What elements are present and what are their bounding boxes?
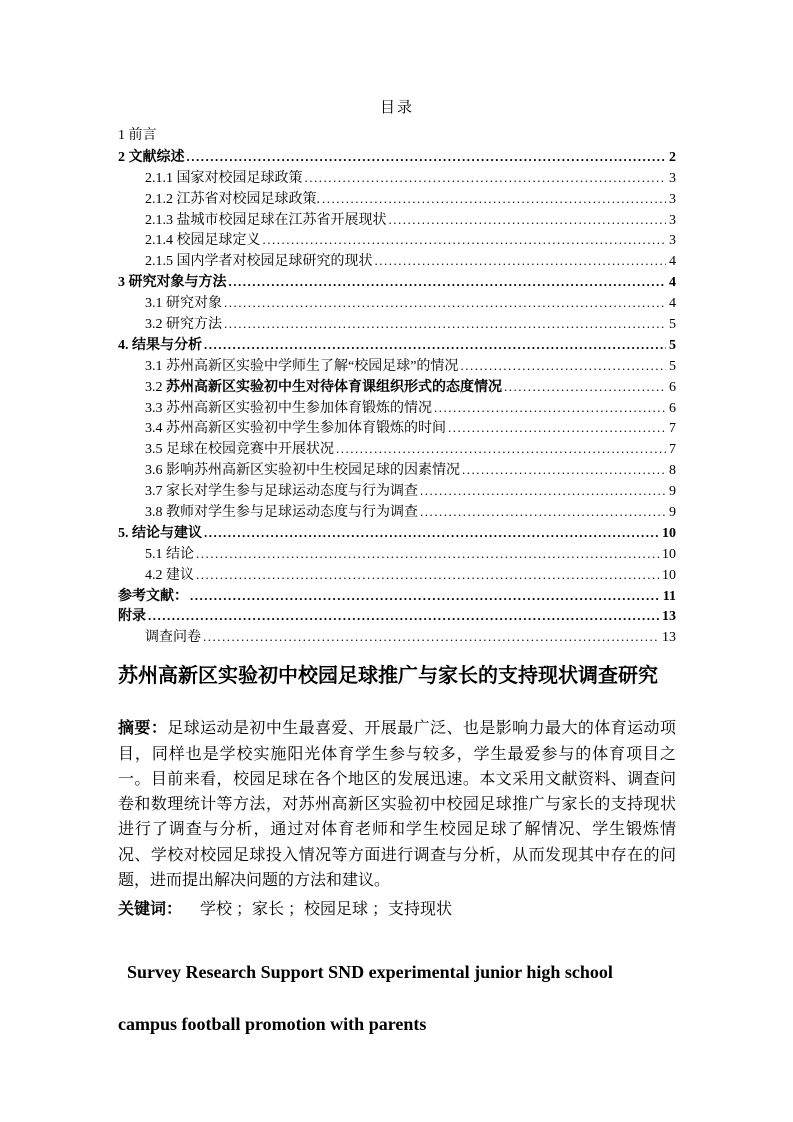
dot-leader xyxy=(420,502,666,523)
thesis-title-en-line2: campus football promotion with parents xyxy=(118,1014,427,1035)
toc-entry-label: 3.5 足球在校园竞赛中开展状况 xyxy=(145,442,334,458)
toc-entry-label: 附录 xyxy=(118,609,146,625)
dot-leader xyxy=(187,147,667,168)
dot-leader xyxy=(196,565,659,586)
toc-entry[interactable] xyxy=(118,356,676,377)
toc-entry-label: 3.4 苏州高新区实验初中学生参加体育锻炼的时间 xyxy=(145,421,446,437)
toc-page-number: 5 xyxy=(669,317,676,333)
toc-entry-label: 2.1.3 盐城市校园足球在江苏省开展现状 xyxy=(145,212,387,228)
toc-page-number: 6 xyxy=(669,400,676,416)
toc-entry-label: 调查问卷 xyxy=(145,630,201,646)
toc-entry-literature-review[interactable] xyxy=(118,147,676,168)
toc-entry-label: 3.7 家长对学生参与足球运动态度与行为调查 xyxy=(145,484,418,500)
dot-leader xyxy=(448,418,666,439)
toc-page-number: 3 xyxy=(669,191,676,207)
thesis-title-en xyxy=(118,946,676,1050)
toc-entry-label: 2.1.1 国家对校园足球政策 xyxy=(145,170,303,186)
toc-entry-label: 参考文献： xyxy=(118,588,188,604)
toc-page-number: 6 xyxy=(669,379,676,395)
keywords-label: 关键词： xyxy=(118,901,183,919)
toc-entry-label: 3.8 教师对学生参与足球运动态度与行为调查 xyxy=(145,505,418,521)
dot-leader xyxy=(229,272,667,293)
keywords-line xyxy=(118,897,676,922)
toc-entry[interactable] xyxy=(118,189,676,210)
toc-page-number: 3 xyxy=(669,170,676,186)
dot-leader xyxy=(224,293,666,314)
toc-entry[interactable] xyxy=(118,293,676,314)
dot-leader xyxy=(460,356,666,377)
toc-entry[interactable] xyxy=(118,544,676,565)
dot-leader xyxy=(204,523,659,544)
toc-page-number: 9 xyxy=(669,484,676,500)
toc-entry[interactable] xyxy=(118,418,676,439)
toc-page-number: 4 xyxy=(669,296,676,312)
toc-page-number: 4 xyxy=(669,275,676,291)
toc-page-number: 3 xyxy=(669,212,676,228)
thesis-title-cn: 苏州高新区实验初中校园足球推广与家长的支持现状调查研究 xyxy=(118,665,658,688)
toc-entry[interactable] xyxy=(118,398,676,419)
toc-entry-foreword[interactable] xyxy=(118,126,676,147)
toc-entry[interactable] xyxy=(118,210,676,231)
abstract-label: 摘要： xyxy=(118,720,168,738)
toc-entry-number: 3.2 xyxy=(145,379,166,395)
toc-entry[interactable] xyxy=(118,377,676,398)
dot-leader xyxy=(224,314,666,335)
dot-leader xyxy=(389,210,667,231)
toc-page-number: 7 xyxy=(669,442,676,458)
keywords-text: 学校 ；家长 ；校园足球 ；支持现状 xyxy=(200,901,453,919)
toc-entry-label: 4. 结果与分析 xyxy=(118,337,202,353)
dot-leader xyxy=(305,168,667,189)
toc-entry-label: 1 前言 xyxy=(118,128,157,143)
toc-entry-label xyxy=(145,378,502,398)
toc-entry-label: 2 文献综述 xyxy=(118,149,185,165)
toc-entry-label: 5. 结论与建议 xyxy=(118,525,202,541)
toc-entry[interactable] xyxy=(118,565,676,586)
toc-page-number: 5 xyxy=(669,337,676,353)
toc-page-number: 8 xyxy=(669,463,676,479)
toc-entry-results[interactable] xyxy=(118,335,676,356)
toc-entry-label: 2.1.2 江苏省对校园足球政策. xyxy=(145,191,320,207)
dot-leader xyxy=(204,335,666,356)
dot-leader xyxy=(148,606,659,627)
toc-page-number: 9 xyxy=(669,505,676,521)
toc-entry-appendix[interactable] xyxy=(118,606,676,627)
dot-leader xyxy=(203,627,659,648)
toc-entry-label: 5.1 结论 xyxy=(145,546,194,562)
toc-entry-label: 3.2 研究方法 xyxy=(145,317,222,333)
toc-entry-label: 3 研究对象与方法 xyxy=(118,275,227,291)
toc-page-number: 10 xyxy=(662,546,676,562)
toc-entry-label: 3.1 研究对象 xyxy=(145,296,222,312)
toc-entry-questionnaire[interactable] xyxy=(118,627,676,648)
toc-entry[interactable] xyxy=(118,502,676,523)
abstract-paragraph xyxy=(118,716,676,893)
toc-entry[interactable] xyxy=(118,439,676,460)
toc-page-number: 7 xyxy=(669,421,676,437)
toc-entry-label: 2.1.5 国内学者对校园足球研究的现状 xyxy=(145,254,373,270)
toc-page-number: 13 xyxy=(662,630,676,646)
toc-entry[interactable] xyxy=(118,251,676,272)
dot-leader xyxy=(462,460,666,481)
dot-leader xyxy=(420,481,666,502)
toc-entry-label: 3.6 影响苏州高新区实验初中生校园足球的因素情况 xyxy=(145,463,460,479)
toc-entry-methods[interactable] xyxy=(118,272,676,293)
dot-leader xyxy=(196,544,659,565)
toc-entry-title: 苏州高新区实验初中生对待体育课组织形式的态度情况 xyxy=(166,379,502,395)
toc-page-number: 10 xyxy=(662,525,676,541)
dot-leader xyxy=(434,398,666,419)
abstract-text: 足球运动是初中生最喜爱、开展最广泛、也是影响力最大的体育运动项目，同样也是学校实施阳光体育学生参与较多，学生最爱参与的体育项目之一。目前来看，校园足球在各个地区的发展迅速。本文采用文献资料、调查问卷和数理统计等方法，对苏州高新区实验初中校园足球推广与家长的支持现状进行了调查与分析，通过对体育老师和学生校园足球了解情况、学生锻炼情况、学校对校园足球投入情况等方面进行调查与分析，从而发现其中存在的问题，进而提出解决问题的方法和建议。 xyxy=(118,720,676,890)
toc-entry-conclusion[interactable] xyxy=(118,523,676,544)
thesis-title-en-line1: Survey Research Support SND experimental junior high school xyxy=(127,962,613,983)
toc-entry-label: 2.1.4 校园足球定义 xyxy=(145,233,261,249)
toc-page-number: 3 xyxy=(669,233,676,249)
toc-page-number: 2 xyxy=(669,149,676,165)
toc-page-number: 10 xyxy=(662,567,676,583)
toc-page-number: 11 xyxy=(662,588,676,604)
toc-page-number: 13 xyxy=(662,609,676,625)
toc-entry[interactable] xyxy=(118,481,676,502)
dot-leader xyxy=(504,377,666,398)
toc-entry[interactable] xyxy=(118,230,676,251)
dot-leader xyxy=(190,586,660,607)
toc-entry-label: 3.1 苏州高新区实验中学师生了解“校园足球”的情况 xyxy=(145,358,459,374)
dot-leader xyxy=(375,251,667,272)
toc-entry[interactable] xyxy=(118,168,676,189)
toc-entry[interactable] xyxy=(118,460,676,481)
toc-heading: 目录 xyxy=(379,100,414,116)
dot-leader xyxy=(322,189,666,210)
table-of-contents xyxy=(118,126,676,648)
toc-entry-references[interactable] xyxy=(118,586,676,607)
toc-page-number: 4 xyxy=(669,254,676,270)
dot-leader xyxy=(263,230,667,251)
toc-entry[interactable] xyxy=(118,314,676,335)
dot-leader xyxy=(336,439,666,460)
toc-page-number: 5 xyxy=(669,358,676,374)
toc-entry-label: 4.2 建议 xyxy=(145,567,194,583)
toc-entry-label: 3.3 苏州高新区实验初中生参加体育锻炼的情况 xyxy=(145,400,432,416)
